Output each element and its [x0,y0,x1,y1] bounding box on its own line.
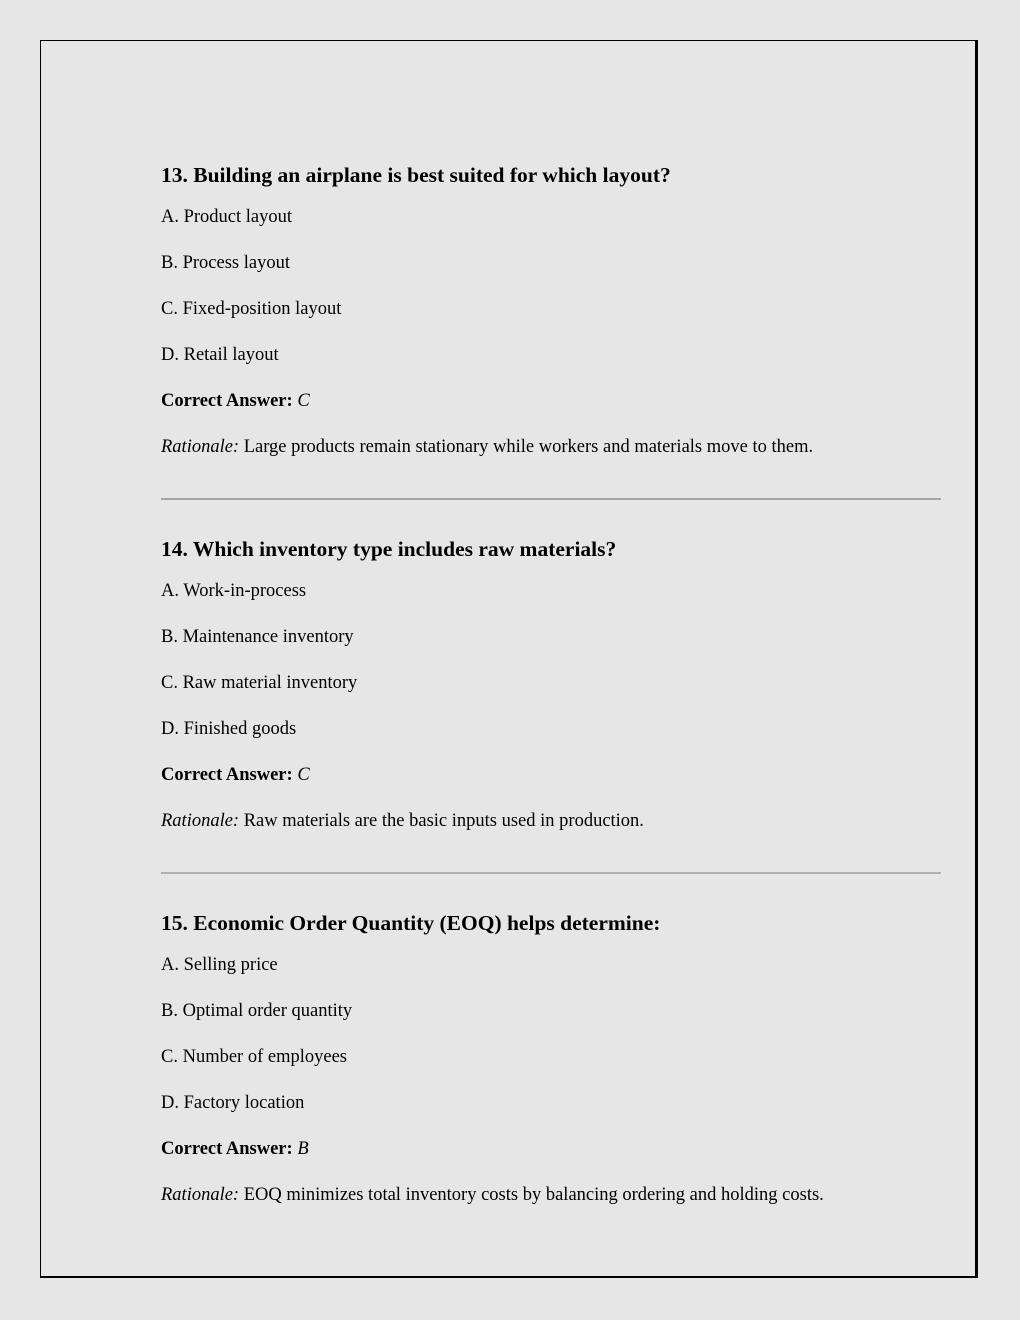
answer-option: A. Work-in-process [161,581,307,601]
document-page [40,40,978,1278]
correct-answer-value: B [297,1139,309,1159]
answer-option: C. Number of employees [161,1047,347,1067]
answer-option: B. Maintenance inventory [161,627,354,647]
rationale-label: Rationale: [161,437,240,457]
correct-answer-value: C [297,765,310,785]
correct-answer-label: Correct Answer: [161,391,293,411]
rationale-label: Rationale: [161,811,240,831]
rationale [161,809,941,833]
page-content [161,159,941,1207]
rationale-text: EOQ minimizes total inventory costs by balancing ordering and holding costs. [239,1185,824,1205]
question-title: 13. Building an airplane is best suited for which layout? [161,163,671,187]
correct-answer [161,1137,941,1161]
question-block [161,533,941,833]
answer-option: B. Optimal order quantity [161,1001,353,1021]
rationale-text: Large products remain stationary while workers and materials move to them. [239,437,814,457]
rationale [161,1183,941,1207]
correct-answer [161,389,941,413]
rationale-label: Rationale: [161,1185,240,1205]
correct-answer-value: C [297,391,310,411]
question-title: 15. Economic Order Quantity (EOQ) helps determine: [161,911,661,935]
answer-option: B. Process layout [161,253,290,273]
correct-answer [161,763,941,787]
answer-option: D. Retail layout [161,345,279,365]
rationale-text: Raw materials are the basic inputs used in production. [239,811,644,831]
answer-option: D. Finished goods [161,719,297,739]
section-divider [161,872,941,874]
answer-option: C. Raw material inventory [161,673,358,693]
correct-answer-label: Correct Answer: [161,1139,293,1159]
answer-option: A. Selling price [161,955,278,975]
section-divider [161,498,941,500]
answer-option: D. Factory location [161,1093,305,1113]
answer-option: A. Product layout [161,207,293,227]
rationale [161,435,941,459]
question-block [161,907,941,1207]
answer-option: C. Fixed-position layout [161,299,342,319]
correct-answer-label: Correct Answer: [161,765,293,785]
question-block [161,159,941,459]
question-title: 14. Which inventory type includes raw materials? [161,537,617,561]
